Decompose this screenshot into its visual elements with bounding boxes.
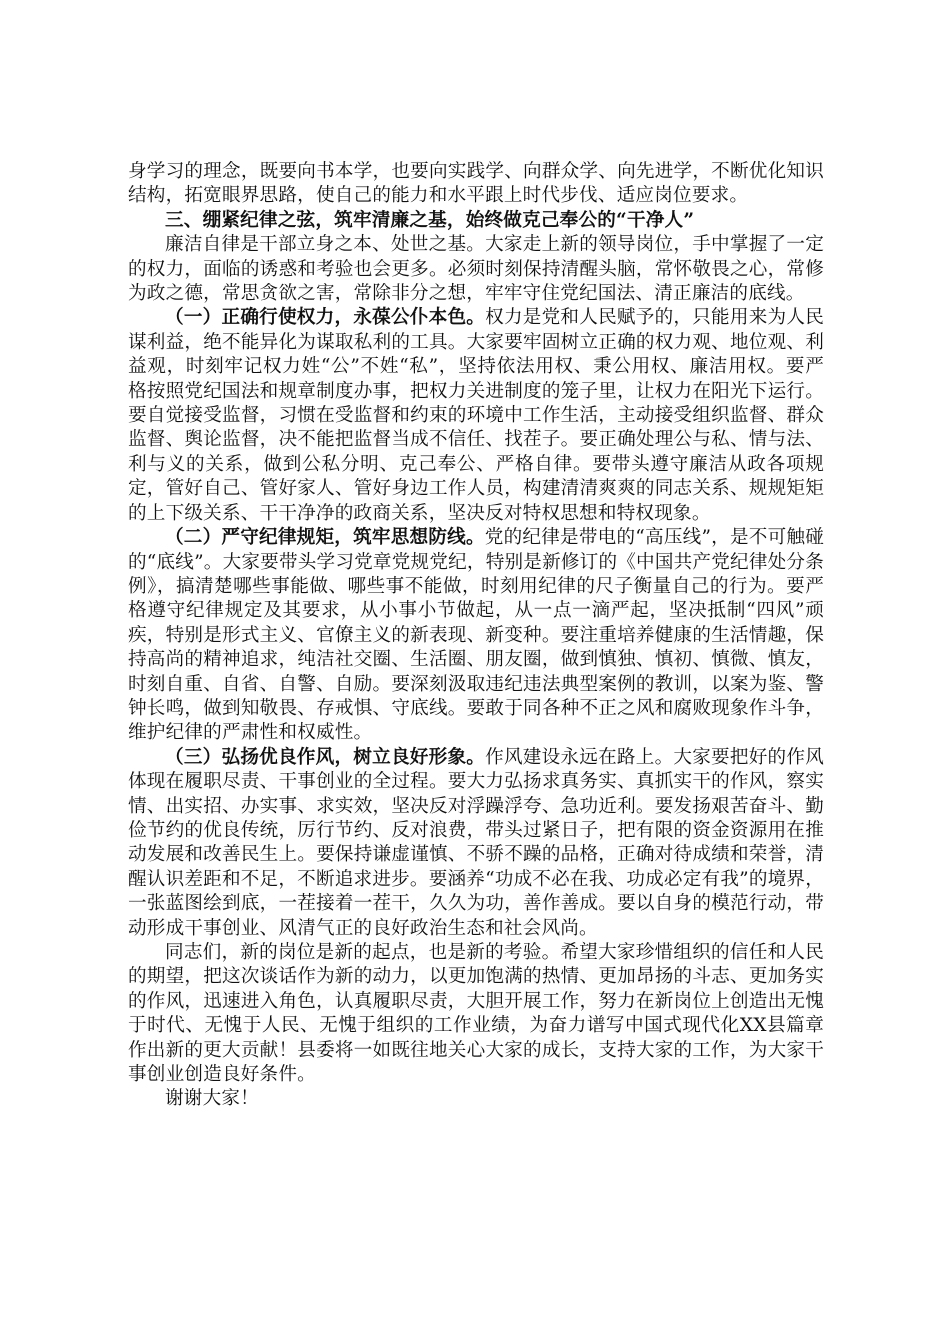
point-body-3: 作风建设永远在路上。大家要把好的作风体现在履职尽责、干事创业的全过程。要大力弘扬求真务实、真抓实干的作风，察实情、出实招、办实事、求实效，坚决反对浮躁浮夸、急功近利。要发扬艰苦奋斗、勤俭节约的优良传统，厉行节约、反对浪费，带头过紧日子，把有限的资金资源用在推动发展和改善民生上。要保持谦虚谨慎、不骄不躁的品格，正确对待成绩和荣誉，清醒认识差距和不足，不断追求进步。要涵养“功成不必在我、功成必定有我”的境界，一张蓝图绘到底，一茬接着一茬干，久久为功，善作善成。要以自身的模范行动，带动形成干事创业、风清气正的良好政治生态和社会风尚。 xyxy=(128,746,824,939)
document-page xyxy=(128,160,824,1112)
closing-paragraph: 同志们，新的岗位是新的起点，也是新的考验。希望大家珍惜组织的信任和人民的期望，把这次谈话作为新的动力，以更加饱满的热情、更加昂扬的斗志、更加务实的作风，迅速进入角色，认真履职尽责，大胆开展工作，努力在新岗位上创造出无愧于时代、无愧于人民、无愧于组织的工作业绩，为奋力谱写中国式现代化XX县篇章作出新的更大贡献！县委将一如既往地关心大家的成长，支持大家的工作，为大家干事创业创造良好条件。 xyxy=(128,942,824,1086)
section-intro-paragraph: 廉洁自律是干部立身之本、处世之基。大家走上新的领导岗位，手中掌握了一定的权力，面临的诱惑和考验也会更多。必须时刻保持清醒头脑，常怀敬畏之心，常修为政之德，常思贪欲之害，常除非分之想，牢牢守住党纪国法、清正廉洁的底线。 xyxy=(128,234,824,305)
point-body-1: 权力是党和人民赋予的，只能用来为人民谋利益，绝不能异化为谋取私利的工具。大家要牢固树立正确的权力观、地位观、利益观，时刻牢记权力姓“公”不姓“私”，坚持依法用权、秉公用权、廉洁用权。要严格按照党纪国法和规章制度办事，把权力关进制度的笼子里，让权力在阳光下运行。要自觉接受监督，习惯在受监督和约束的环境中工作生活，主动接受组织监督、群众监督、舆论监督，决不能把监督当成不信任、找茬子。要正确处理公与私、情与法、利与义的关系，做到公私分明、克己奉公、严格自律。要带头遵守廉洁从政各项规定，管好自己、管好家人、管好身边工作人员，构建清清爽爽的同志关系、规规矩矩的上下级关系、干干净净的政商关系，坚决反对特权思想和特权现象。 xyxy=(128,307,824,524)
thanks-line: 谢谢大家！ xyxy=(165,1088,259,1110)
continuation-paragraph: 身学习的理念，既要向书本学，也要向实践学、向群众学、向先进学，不断优化知识结构，拓宽眼界思路，使自己的能力和水平跟上时代步伐、适应岗位要求。 xyxy=(128,161,824,207)
point-lead-2: （二）严守纪律规矩，筑牢思想防线。 xyxy=(165,527,485,549)
point-paragraph-1 xyxy=(128,306,824,526)
point-paragraph-2 xyxy=(128,526,824,746)
point-paragraph-3 xyxy=(128,746,824,941)
section-heading: 三、绷紧纪律之弦，筑牢清廉之基，始终做克己奉公的“干净人” xyxy=(165,209,695,231)
point-body-2: 党的纪律是带电的“高压线”，是不可触碰的“底线”。大家要带头学习党章党规党纪，特别是新修订的《中国共产党纪律处分条例》，搞清楚哪些事能做、哪些事不能做，时刻用纪律的尺子衡量自己的行为。要严格遵守纪律规定及其要求，从小事小节做起，从一点一滴严起，坚决抵制“四风”顽疾，特别是形式主义、官僚主义的新表现、新变种。要注重培养健康的生活情趣，保持高尚的精神追求，纯洁社交圈、生活圈、朋友圈，做到慎独、慎初、慎微、慎友，时刻自重、自省、自警、自励。要深刻汲取违纪违法典型案例的教训，以案为鉴、警钟长鸣，做到知敬畏、存戒惧、守底线。要敢于同各种不正之风和腐败现象作斗争，维护纪律的严肃性和权威性。 xyxy=(128,527,825,744)
point-lead-3: （三）弘扬优良作风，树立良好形象。 xyxy=(165,746,486,768)
point-lead-1: （一）正确行使权力，永葆公仆本色。 xyxy=(165,307,486,329)
